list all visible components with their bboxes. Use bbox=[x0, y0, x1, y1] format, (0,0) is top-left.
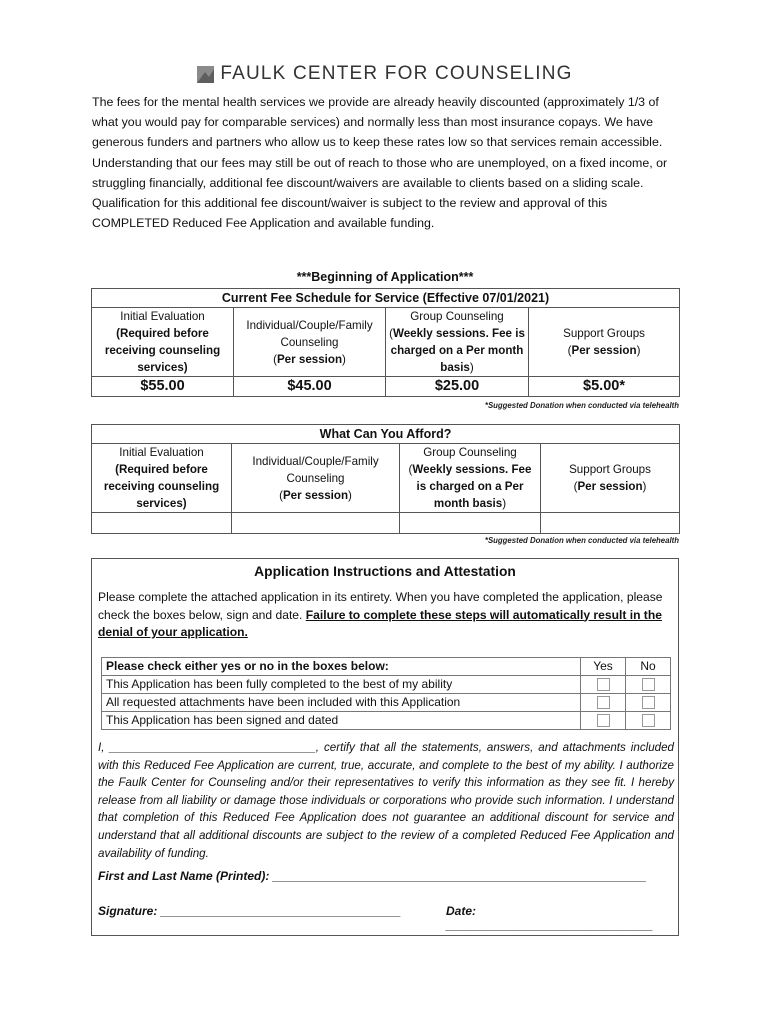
yes-checkbox[interactable] bbox=[597, 696, 610, 709]
fee-schedule-table bbox=[91, 288, 680, 397]
checklist-row-label: This Application has been signed and dated bbox=[102, 712, 581, 730]
afford-table-header-row bbox=[92, 444, 680, 513]
yes-checkbox[interactable] bbox=[597, 714, 610, 727]
price-individual-counseling: $45.00 bbox=[234, 377, 386, 397]
afford-input-row bbox=[92, 513, 680, 534]
price-initial-evaluation: $55.00 bbox=[92, 377, 234, 397]
price-support-groups: $5.00* bbox=[529, 377, 680, 397]
afford-col-support-groups: Support Groups (Per session) bbox=[541, 444, 680, 513]
fee-table-title: Current Fee Schedule for Service (Effective 07/01/2021) bbox=[92, 289, 680, 308]
afford-col-individual-counseling: Individual/Couple/Family Counseling (Per session) bbox=[232, 444, 400, 513]
fee-table-note: *Suggested Donation when conducted via telehealth bbox=[484, 401, 679, 410]
afford-col-group-counseling: Group Counseling (Weekly sessions. Fee is charged on a Per month basis) bbox=[400, 444, 541, 513]
no-checkbox[interactable] bbox=[642, 714, 655, 727]
afford-table-note: *Suggested Donation when conducted via telehealth bbox=[484, 536, 679, 545]
checklist-row-label: All requested attachments have been included with this Application bbox=[102, 694, 581, 712]
yes-column-label: Yes bbox=[581, 658, 626, 676]
no-checkbox[interactable] bbox=[642, 678, 655, 691]
fee-table-price-row bbox=[92, 377, 680, 397]
afford-table bbox=[91, 424, 680, 534]
attestation-section bbox=[91, 558, 679, 936]
logo bbox=[197, 63, 572, 85]
page-header bbox=[0, 63, 770, 88]
no-checkbox[interactable] bbox=[642, 696, 655, 709]
checklist-row bbox=[102, 694, 671, 712]
printed-name-field[interactable]: First and Last Name (Printed): ________________________________________________________ bbox=[98, 869, 647, 883]
afford-input-individual-counseling[interactable] bbox=[232, 513, 400, 534]
checklist-table bbox=[101, 657, 671, 730]
afford-table-title: What Can You Afford? bbox=[92, 425, 680, 444]
afford-input-support-groups[interactable] bbox=[541, 513, 680, 534]
attestation-title: Application Instructions and Attestation bbox=[254, 564, 516, 579]
checklist-header-row bbox=[102, 658, 671, 676]
checklist-question: Please check either yes or no in the boxes below: bbox=[102, 658, 581, 676]
col-initial-evaluation: Initial Evaluation (Required before receiving counseling services) bbox=[92, 308, 234, 377]
no-column-label: No bbox=[626, 658, 671, 676]
afford-input-initial-evaluation[interactable] bbox=[92, 513, 232, 534]
yes-checkbox[interactable] bbox=[597, 678, 610, 691]
org-name: FAULK CENTER FOR COUNSELING bbox=[220, 63, 573, 84]
denial-warning: Failure to complete these steps will automatically result in the denial of your application. bbox=[98, 607, 662, 639]
signature-field[interactable]: Signature: ____________________________________ bbox=[98, 904, 401, 918]
faulk-logo-mark-icon bbox=[197, 66, 214, 83]
col-support-groups: Support Groups (Per session) bbox=[529, 308, 680, 377]
fee-table-header-row bbox=[92, 308, 680, 377]
col-group-counseling: Group Counseling (Weekly sessions. Fee is charged on a Per month basis) bbox=[386, 308, 529, 377]
begin-label: ***Beginning of Application*** bbox=[296, 270, 474, 284]
attestation-statement: I, ________________________________, certify that all the statements, answers, and attachments included with this Reduced Fee Application are current, true, accurate, and complete to the best of my ability. I authorize the Faulk Center for Counseling and/or their representatives to verify this information as they see fit. I hereby release from all liability or damage those individuals or corporations who provide such information. I understand that completion of this Reduced Fee Application does not guarantee an additional discount for service and understand that all additional discounts are subject to the review of a completed Reduced Fee Application and availability of funding. bbox=[98, 741, 674, 860]
price-group-counseling: $25.00 bbox=[386, 377, 529, 397]
col-individual-counseling: Individual/Couple/Family Counseling (Per session) bbox=[234, 308, 386, 377]
checklist-row bbox=[102, 676, 671, 694]
intro-paragraph: The fees for the mental health services we provide are already heavily discounted (approximately 1/3 of what you would pay for comparable services) and normally less than most insurance copays. We have generous funders and partners who allow us to keep these rates low so that services remain accessible. Understanding that our fees may still be out of reach to those who are unemployed, on a fixed income, or struggling financially, additional fee discount/waivers are available to clients based on a sliding scale. Qualification for this additional fee discount/waiver is subject to the review and approval of this COMPLETED Reduced Fee Application and available funding. bbox=[92, 95, 668, 231]
date-field[interactable]: Date: _______________________________ bbox=[446, 904, 653, 932]
afford-input-group-counseling[interactable] bbox=[400, 513, 541, 534]
afford-col-initial-evaluation: Initial Evaluation (Required before receiving counseling services) bbox=[92, 444, 232, 513]
checklist-row bbox=[102, 712, 671, 730]
attestation-instructions: Please complete the attached application in its entirety. When you have completed the application, please check the boxes below, sign and date. Failure to complete these steps will automatically result in the denial of your application. bbox=[98, 590, 663, 639]
checklist-row-label: This Application has been fully completed to the best of my ability bbox=[102, 676, 581, 694]
